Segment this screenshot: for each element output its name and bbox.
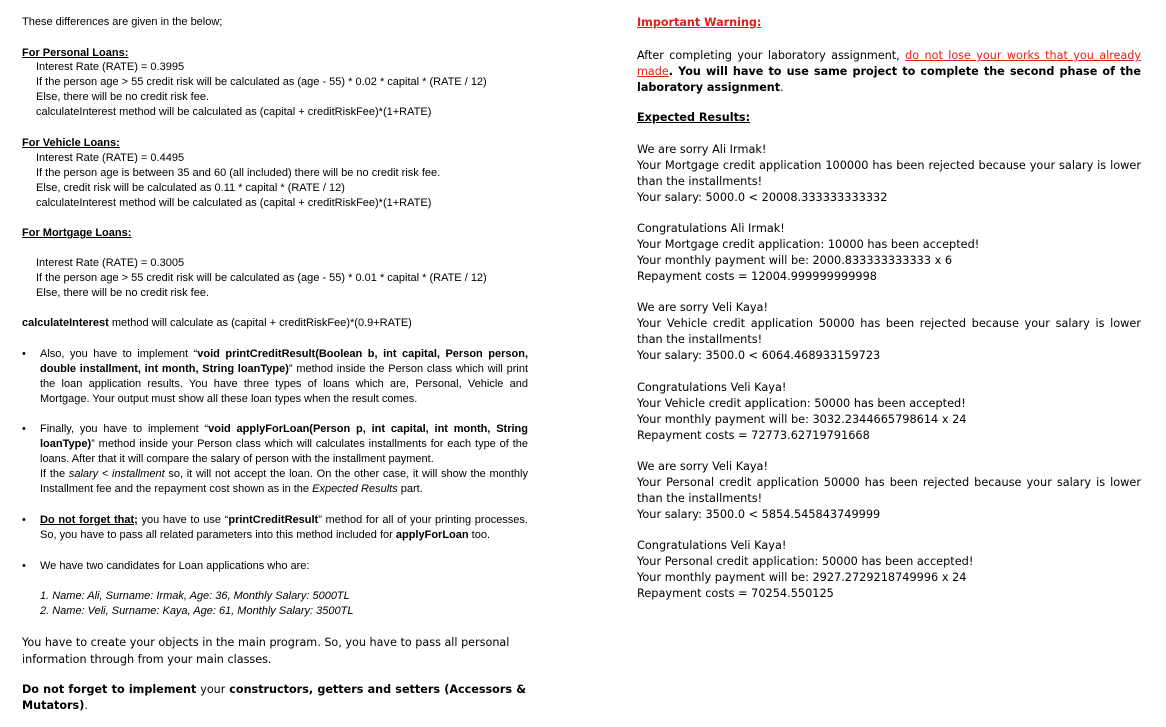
para2-bold2: constructors, getters and setters (Accessors & Mutators): [22, 683, 526, 712]
bullet2-line2-pre: If the: [40, 468, 69, 480]
vehicle-rate: Interest Rate (RATE) = 0.4495: [36, 152, 185, 164]
vehicle-risk: If the person age is between 35 and 60 (all included) there will be no credit risk fee.: [36, 167, 441, 179]
mortgage-else: Else, there will be no credit risk fee.: [36, 287, 210, 299]
bullet3-post: too.: [468, 529, 491, 541]
result-line: Your salary: 5000.0 < 20008.333333333332: [637, 191, 888, 204]
personal-risk: If the person age > 55 credit risk will be calculated as (age - 55) * 0.02 * capital * (RATE / 12): [36, 76, 487, 88]
bullet-apply-for-loan: [40, 422, 528, 497]
mortgage-calc: [22, 316, 412, 330]
result-line: Repayment costs = 70254.550125: [637, 587, 834, 600]
result-block-5: [637, 459, 1141, 523]
result-line: Congratulations Ali Irmak!: [637, 222, 785, 235]
bullet2-pre: Finally, you have to implement “: [40, 423, 209, 435]
bullet3-method: printCreditResult: [228, 514, 319, 526]
result-block-4: [637, 380, 1141, 444]
result-line: We are sorry Veli Kaya!: [637, 460, 769, 473]
bullet2-signature: void applyForLoan(Person p, int capital, int month, String loanType): [40, 423, 528, 450]
result-block-6: [637, 538, 1141, 602]
bullet3-method2: applyForLoan: [395, 529, 469, 541]
do-not-forget-paragraph: [22, 682, 526, 714]
result-block-1: [637, 142, 1141, 206]
warning-bold: . You will have to use same project to complete the second phase of the laboratory assignment: [637, 65, 1141, 94]
bullet1-signature: void printCreditResult(Boolean b, int capital, Person person, double installment, int month, String loanType): [40, 348, 529, 375]
intro-text: These differences are given in the below;: [22, 16, 223, 28]
vehicle-loans-heading: For Vehicle Loans:: [22, 137, 120, 149]
bullet1-post: ” method inside the Person class which will print the loan application results. You have three types of loans which are, Personal, Vehicle and Mortgage. Your output must show all these loan types when the result comes.: [40, 363, 528, 405]
bullet3-mid: ” method for all of your printing processes. So, you have to pass all related parameters into this method included for: [40, 514, 528, 541]
result-line: Your salary: 3500.0 < 6064.468933159723: [637, 349, 881, 362]
vehicle-calc: calculateInterest method will be calculated as (capital + creditRiskFee)*(1+RATE): [36, 197, 432, 209]
candidate-2: 2. Name: Veli, Surname: Kaya, Age: 61, Monthly Salary: 3500TL: [40, 605, 354, 617]
bullet3-warning: Do not forget that;: [40, 514, 138, 526]
result-line: Your monthly payment will be: 3032.2344665798614 x 24: [637, 413, 967, 426]
bullet2-post: ” method inside your Person class which will calculates installments for each type of the loans. After that it will compare the salary of person with the installment payment.: [40, 438, 528, 465]
warning-end: .: [780, 81, 784, 94]
personal-else: Else, there will be no credit risk fee.: [36, 91, 210, 103]
result-line: Your Vehicle credit application 50000 has been rejected because your salary is lower than the installments!: [637, 317, 1141, 346]
bullet-print-credit-result: [40, 347, 528, 407]
bullet-dot: •: [22, 348, 26, 360]
bullet-dot: •: [22, 423, 26, 435]
result-block-2: [637, 221, 1141, 285]
result-line: Your Mortgage credit application 100000 has been rejected because your salary is lower than the installments!: [637, 159, 1141, 188]
personal-loans-heading: For Personal Loans:: [22, 47, 129, 59]
mortgage-calc-formula: method will calculate as (capital + creditRiskFee)*(0.9+RATE): [108, 317, 412, 329]
result-line: Your Personal credit application 50000 has been rejected because your salary is lower than the installments!: [637, 476, 1141, 505]
result-line: Your salary: 3500.0 < 5854.545843749999: [637, 508, 881, 521]
bullet2-expected-results: Expected Results: [312, 483, 398, 495]
personal-rate: Interest Rate (RATE) = 0.3995: [36, 61, 185, 73]
result-line: We are sorry Veli Kaya!: [637, 301, 769, 314]
expected-results-heading: Expected Results:: [637, 111, 751, 124]
mortgage-rate: Interest Rate (RATE) = 0.3005: [36, 257, 185, 269]
mortgage-loans-heading: For Mortgage Loans:: [22, 227, 132, 239]
mortgage-calc-method: calculateInterest: [22, 317, 109, 329]
warning-pre: After completing your laboratory assignment,: [637, 49, 906, 62]
result-line: Your Mortgage credit application: 10000 has been accepted!: [637, 238, 980, 251]
para2-bold1: Do not forget to implement: [22, 683, 197, 696]
result-line: Repayment costs = 72773.62719791668: [637, 429, 870, 442]
bullet2-line2-mid: so, it will not accept the loan. On the other case, it will show the monthly Installment fee and the repayment cost shown as in the: [40, 468, 528, 495]
result-line: We are sorry Ali Irmak!: [637, 143, 767, 156]
important-warning-heading: Important Warning:: [637, 16, 762, 29]
warning-paragraph: [637, 48, 1141, 96]
mortgage-risk: If the person age > 55 credit risk will be calculated as (age - 55) * 0.01 * capital * (RATE / 12): [36, 272, 487, 284]
result-block-3: [637, 300, 1141, 364]
candidate-1: 1. Name: Ali, Surname: Irmak, Age: 36, Monthly Salary: 5000TL: [40, 590, 350, 602]
bullet-do-not-forget: [40, 513, 528, 543]
result-line: Your Vehicle credit application: 50000 has been accepted!: [637, 397, 966, 410]
result-line: Congratulations Veli Kaya!: [637, 381, 787, 394]
bullet3-pre: you have to use “: [137, 514, 229, 526]
result-line: Congratulations Veli Kaya!: [637, 539, 787, 552]
para2-mid: your: [196, 683, 230, 696]
result-line: Your monthly payment will be: 2000.833333333333 x 6: [637, 254, 953, 267]
bullet-candidates: We have two candidates for Loan applications who are:: [40, 560, 310, 572]
result-line: Your monthly payment will be: 2927.2729218749996 x 24: [637, 571, 967, 584]
create-objects-paragraph: You have to create your objects in the main program. So, you have to pass all personal information through from your main classes.: [22, 636, 510, 666]
bullet2-condition: salary < installment: [68, 468, 165, 480]
para2-post: .: [84, 699, 88, 712]
result-line: Your Personal credit application: 50000 has been accepted!: [637, 555, 974, 568]
personal-calc: calculateInterest method will be calculated as (capital + creditRiskFee)*(1+RATE): [36, 106, 432, 118]
bullet-dot: •: [22, 560, 26, 572]
warning-emphasis: do not lose your works that you already made: [637, 49, 1142, 78]
bullet-dot: •: [22, 514, 26, 526]
bullet2-line2-post: part.: [397, 483, 423, 495]
result-line: Repayment costs = 12004.999999999998: [637, 270, 877, 283]
bullet1-pre: Also, you have to implement “: [40, 348, 198, 360]
vehicle-else: Else, credit risk will be calculated as 0.11 * capital * (RATE / 12): [36, 182, 345, 194]
